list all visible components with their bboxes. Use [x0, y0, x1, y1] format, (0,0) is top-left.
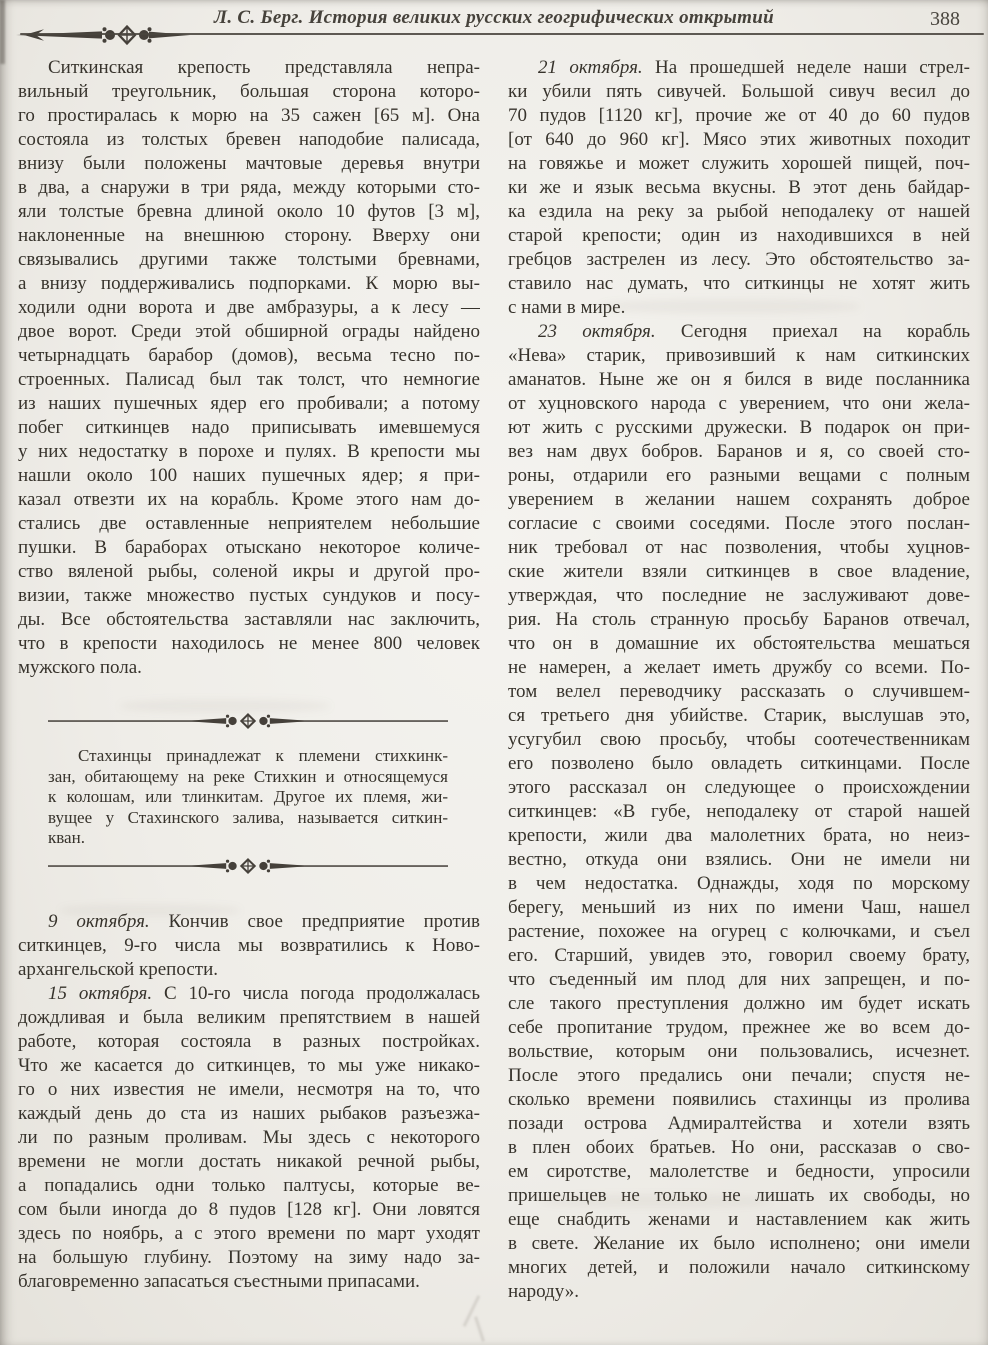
text-line: рия. На столь странную просьбу Баранов отвечал,	[508, 609, 970, 630]
text-line: казал отвезти их на корабль. Кроме этого нам до-	[18, 489, 480, 510]
text-line: ство вяленой рыбы, соленой икры и другой про-	[18, 561, 480, 582]
text-line: го о них известия не имели, несмотря на то, что	[18, 1078, 480, 1100]
text-line: связывались другими также толстыми бревнами,	[18, 249, 480, 270]
text-line: а внизу поддерживались подпорками. К морю вы-	[18, 273, 480, 294]
running-title: Л. С. Берг. История великих русских геогрифических открытий	[214, 7, 774, 28]
text-line: берегу, меньший из них по имени Чаш, нашел	[508, 897, 970, 918]
text-line: двое ворот. Среди этой обширной ограды найдено	[18, 321, 480, 342]
text-line: яли толстые бревна длиной около 10 футов [3 м],	[18, 201, 480, 222]
text-line: себе пропитание трудом, прежнее же во всем до-	[508, 1017, 970, 1038]
text-line: дождливая и была великим препятствием в нашей	[18, 1006, 480, 1028]
text-line: его позволено было овладеть ситкинцами. После	[508, 753, 970, 774]
text-line: уверением в желании нашем сохранять доброе	[508, 489, 970, 510]
text-line: вольствие, которым они пользовались, исчезнет.	[508, 1041, 970, 1062]
text-line: усугубил свою просьбу, чтобы соотечественникам	[508, 729, 970, 750]
text-line: из наших пушечных ядер его пробивали; а потому	[18, 393, 480, 414]
text-line: том велел переводчику рассказать о случившем-	[508, 681, 970, 702]
text-line: ситкинцев, 9-го числа мы возвратились к Ново-	[18, 934, 480, 956]
text-line: ситкинцев: «В губе, неподалеку от старой нашей	[508, 801, 970, 822]
diary-date: 21 октября.	[538, 57, 643, 78]
text-line: сом были иногда до 8 пудов [128 кг]. Они ловятся	[18, 1198, 480, 1220]
note-text	[48, 746, 448, 849]
diary-text-right	[508, 56, 970, 1304]
text-line: побег ситкинцев надо приписывать имевшемуся	[18, 417, 480, 438]
paragraph	[18, 910, 480, 982]
text-line: зан, обитающему на реке Стихкин и относящемуся	[48, 766, 448, 786]
text-line: народу».	[508, 1281, 579, 1302]
text-line: от хуцновского народа с уверением, что они жела-	[508, 393, 970, 414]
text-line: Ситкинская крепость представляла непра-	[48, 57, 480, 78]
text-line: благовременно запасаться съестными припасами.	[18, 1270, 420, 1292]
text-line: на говяжье и может служить хорошей пищей, поч-	[508, 153, 970, 174]
text-line: визии, также множество пустых сундуков и посу-	[18, 585, 480, 606]
text-line: согласие с своими соседями. После этого послан-	[508, 513, 970, 534]
text-line: четырнадцать барабор (домов), весьма тесно по-	[18, 345, 480, 366]
scan-crease	[474, 1316, 485, 1342]
paragraph	[18, 982, 480, 1294]
text-line: а попадались одни только палтусы, которые ве-	[18, 1174, 480, 1196]
text-line: что в крепости находилось не менее 800 человек	[18, 633, 480, 654]
text-line: стались две оставленные неприятелем небольшие	[18, 513, 480, 534]
text-line: многих детей, и положили начало ситкинскому	[508, 1257, 970, 1278]
text-line: [от 640 до 960 кг]. Мясо этих животных походит	[508, 129, 970, 150]
text-line: ка ездила на реку за рыбой неподалеку от нашей	[508, 201, 970, 222]
text-line: 9 октября. Кончив свое предприятие против	[48, 910, 480, 932]
text-line: мужского пола.	[18, 657, 142, 678]
text-line: в два, а снаружи в три ряда, между которыми сто-	[18, 177, 480, 198]
note-block	[48, 713, 448, 874]
text-line: 70 пудов [1120 кг], прочие же от 40 до 60 пудов	[508, 105, 970, 126]
diary-date: 23 октября.	[538, 321, 656, 342]
text-line: не намерен, а желает иметь дружбу со всеми. По-	[508, 657, 970, 678]
left-column	[18, 56, 480, 1304]
text-line: 21 октября. На прошедшей неделе наши стрел-	[538, 57, 970, 78]
text-line: его. Старший, увидев это, говорил своему брату,	[508, 945, 970, 966]
text-line: еще снабдить женами и наставлением как жить	[508, 1209, 970, 1230]
right-column	[508, 56, 970, 1304]
text-line: наклоненные на внешнюю сторону. Вверху они	[18, 225, 480, 246]
text-line: Что же касается до ситкинцев, то мы уже никако-	[18, 1054, 480, 1076]
text-line: ки же и язык весьма вкусны. В этот день байдар-	[508, 177, 970, 198]
text-line: вестно, откуда они взялись. Они не имели ни	[508, 849, 970, 870]
text-line: вущее у Стахинского залива, называется ситкин-	[48, 807, 448, 827]
text-line: вильный треугольник, большая сторона которо-	[18, 81, 480, 102]
text-line: сколько времени появились стахинцы из пролива	[508, 1089, 970, 1110]
text-line: пришельцев не только не лишать их свободы, но	[508, 1185, 970, 1206]
text-line: ские жители взяли ситкинцев в свое владение,	[508, 561, 970, 582]
text-line: архангельской крепости.	[18, 958, 218, 980]
text-line: что он в домашние их обстоятельства мешаться	[508, 633, 970, 654]
text-line: ся третьего дня убийстве. Старик, выслушав это,	[508, 705, 970, 726]
text-line: что съеденный им плод для них запрещен, и по-	[508, 969, 970, 990]
paragraph	[18, 56, 480, 680]
text-line: ходили одни ворота и две амбразуры, а к лесу —	[18, 297, 480, 318]
text-line: ставило нас думать, что ситкинцы не хотят жить	[508, 273, 970, 294]
text-line: 23 октября. Сегодня приехал на корабль	[538, 321, 970, 342]
text-line: ем сиротстве, малолетстве и бедности, упросили	[508, 1161, 970, 1182]
text-line: на большую глубину. Поэтому на зиму надо за-	[18, 1246, 480, 1268]
text-line: 15 октября. С 10-го числа погода продолжалась	[48, 982, 480, 1004]
text-line: работе, которая состояла в разных постройках.	[18, 1030, 480, 1052]
text-line: каждый день до ста из наших рыбаков разъезжа-	[18, 1102, 480, 1124]
diary-date: 9 октября.	[48, 910, 150, 932]
section-divider-icon	[48, 858, 448, 874]
text-line: растение, похожее на огурец с колючками, и съел	[508, 921, 970, 942]
text-line: сле такого преступления должно им будет искать	[508, 993, 970, 1014]
text-line: ды. Все обстоятельства заставляли нас заключить,	[18, 609, 480, 630]
text-line: крепости, жили два малолетних брата, но неиз-	[508, 825, 970, 846]
text-line: роны, отдарили его разными вещами с полным	[508, 465, 970, 486]
paragraph	[508, 320, 970, 1304]
paragraph	[48, 746, 448, 849]
text-line: позади острова Адмиралтейства и хотели взять	[508, 1113, 970, 1134]
text-line: внизу были положены мачтовые деревья внутри	[18, 153, 480, 174]
text-line: кван.	[48, 828, 85, 848]
text-line: здесь по ноябрь, а с этого времени по март уходят	[18, 1222, 480, 1244]
text-line: этого рассказал он следующее о происхождении	[508, 777, 970, 798]
section-divider-icon	[48, 713, 448, 729]
text-line: Стахинцы принадлежат к племени стихкинк-	[78, 746, 448, 765]
text-line: строенных. Палисад был так толст, что немногие	[18, 369, 480, 390]
scan-edge-mark	[0, 0, 5, 64]
text-line: ли по разным проливам. Мы здесь с некоторого	[18, 1126, 480, 1148]
text-line: нашли около 100 наших пушечных ядер; я при-	[18, 465, 480, 486]
text-line: времени не могли достать никакой речной рыбы,	[18, 1150, 480, 1172]
paragraph	[508, 56, 970, 320]
text-line: ки убили пять сивучей. Большой сивуч весил до	[508, 81, 970, 102]
page-body	[18, 56, 970, 1304]
text-line: с нами в мире.	[508, 297, 626, 318]
page-number: 388	[930, 8, 960, 30]
text-line: старой крепости; один из находившихся в ней	[508, 225, 970, 246]
diary-date: 15 октября.	[48, 982, 153, 1004]
text-line: пушки. В бараборах отыскано некоторое количе-	[18, 537, 480, 558]
text-line: гребцов застрелен из лесу. Это обстоятельство за-	[508, 249, 970, 270]
text-line: го простиралась к морю на 35 сажен [65 м]. Она	[18, 105, 480, 126]
text-line: в плен обоих братьев. Но они, рассказав о сво-	[508, 1137, 970, 1158]
diary-text-left	[18, 910, 480, 1294]
text-line: После этого предались они печали; спустя не-	[508, 1065, 970, 1086]
text-line: вез нам двух бобров. Баранов и я, со своей сто-	[508, 441, 970, 462]
text-line: в чем недостатка. Однажды, ходя по морскому	[508, 873, 970, 894]
intro-text	[18, 56, 480, 680]
text-line: к колошам, или тлинкитам. Другое их племя, жи-	[48, 787, 448, 807]
text-line: ют жить с русскими дружески. В подарок он при-	[508, 417, 970, 438]
text-line: состояла из толстых бревен наподобие палисада,	[18, 129, 480, 150]
text-line: утверждая, что последние не заслуживают дове-	[508, 585, 970, 606]
text-line: в свете. Желание их было исполнено; они имели	[508, 1233, 970, 1254]
text-line: аманатов. Ныне же он я бился в виде посланника	[508, 369, 970, 390]
text-line: «Нева» старик, привозивший к нам ситкинских	[508, 345, 970, 366]
text-line: ник требовал от нас позволения, чтобы хуцнов-	[508, 537, 970, 558]
text-line: у них недостатку в порохе и пулях. В крепости мы	[18, 441, 480, 462]
